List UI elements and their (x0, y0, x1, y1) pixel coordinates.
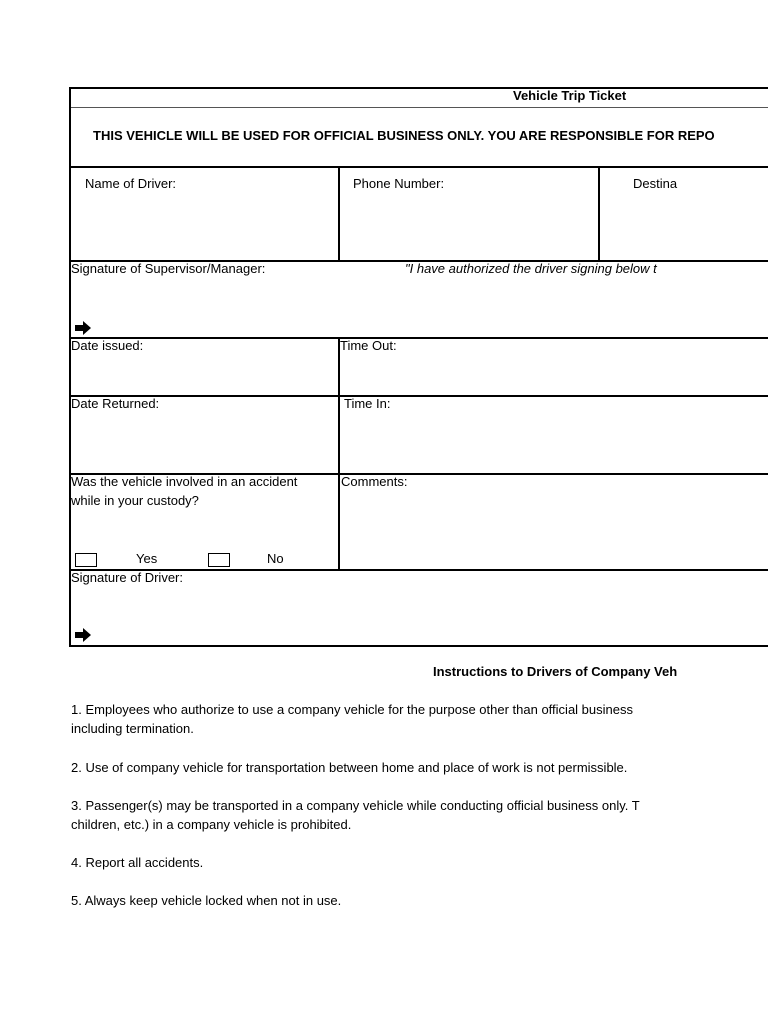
phone-destination-separator (598, 166, 600, 260)
title-divider (71, 107, 768, 108)
official-business-notice: THIS VEHICLE WILL BE USED FOR OFFICIAL BUSINESS ONLY. YOU ARE RESPONSIBLE FOR REPO (93, 128, 715, 143)
yes-label: Yes (136, 551, 158, 566)
right-arrow-icon (75, 628, 91, 642)
date-returned-label: Date Returned: (71, 396, 160, 411)
right-arrow-icon (75, 321, 91, 335)
destination-label: Destina (633, 176, 678, 191)
authorization-statement: "I have authorized the driver signing below t (405, 261, 657, 276)
vehicle-trip-ticket-form (69, 87, 768, 647)
instruction-item-5: 5. Always keep vehicle locked when not in use. (71, 893, 342, 908)
instruction-item-3-line1: 3. Passenger(s) may be transported in a company vehicle while conducting official business only. T (71, 798, 640, 813)
driver-signature-label: Signature of Driver: (71, 570, 183, 585)
instruction-item-3-line2: children, etc.) in a company vehicle is prohibited. (71, 817, 352, 832)
instruction-item-4: 4. Report all accidents. (71, 855, 204, 870)
form-title: Vehicle Trip Ticket (513, 88, 627, 103)
accident-question-line1: Was the vehicle involved in an accident (71, 474, 298, 489)
supervisor-row-divider (71, 337, 768, 339)
comments-label: Comments: (341, 474, 408, 489)
name-of-driver-label: Name of Driver: (85, 176, 177, 191)
no-label: No (267, 551, 284, 566)
date-issued-row-divider (71, 395, 768, 397)
accident-question-line2: while in your custody? (71, 493, 199, 508)
instruction-item-1-line1: 1. Employees who authorize to use a company vehicle for the purpose other than official business (71, 702, 633, 717)
instruction-item-1-line2: including termination. (71, 721, 194, 736)
driver-phone-separator (338, 166, 340, 260)
date-issued-label: Date issued: (71, 338, 144, 353)
accident-yes-checkbox[interactable] (75, 553, 97, 567)
time-in-label: Time In: (344, 396, 391, 411)
phone-number-label: Phone Number: (353, 176, 445, 191)
accident-no-checkbox[interactable] (208, 553, 230, 567)
supervisor-signature-label: Signature of Supervisor/Manager: (71, 261, 266, 276)
time-out-label: Time Out: (340, 338, 397, 353)
notice-divider (71, 166, 768, 168)
instructions-title: Instructions to Drivers of Company Veh (433, 664, 678, 679)
instruction-item-2: 2. Use of company vehicle for transportation between home and place of work is not permissible. (71, 760, 628, 775)
left-right-column-separator (338, 337, 340, 569)
